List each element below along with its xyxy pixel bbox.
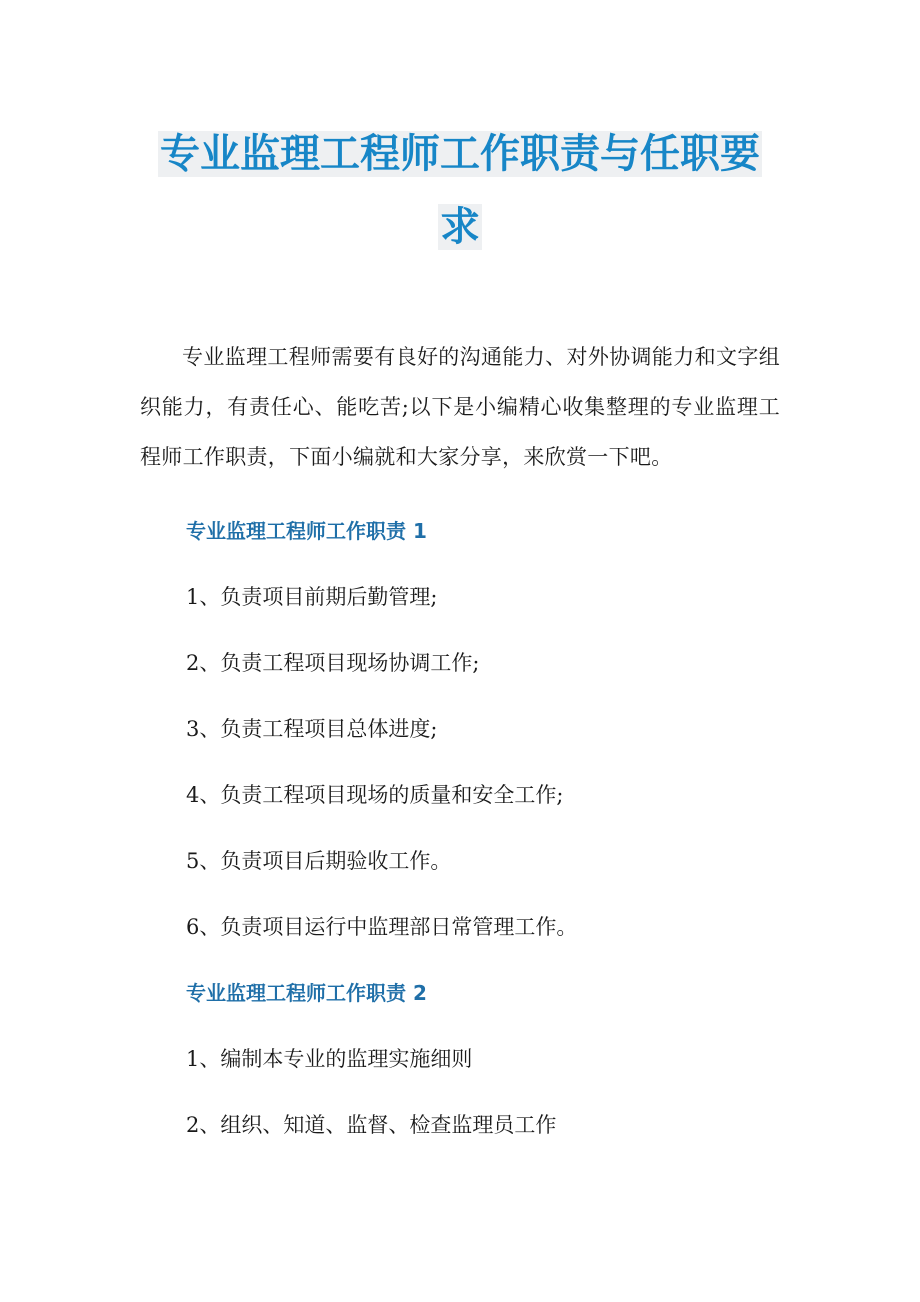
list-item: 1、编制本专业的监理实施细则 — [186, 1047, 473, 1071]
title-line-1: 专业监理工程师工作职责与任职要 — [160, 131, 760, 177]
list-item: 5、负责项目后期验收工作。 — [186, 849, 452, 873]
list-item: 6、负责项目运行中监理部日常管理工作。 — [186, 915, 578, 939]
intro-paragraph: 专业监理工程师需要有良好的沟通能力、对外协调能力和文字组织能力，有责任心、能吃苦;以下是小编精心收集整理的专业监理工程师工作职责，下面小编就和大家分享，来欣赏一下吧。 — [140, 345, 780, 469]
document-title — [140, 0, 780, 264]
list-item: 2、组织、知道、监督、检查监理员工作 — [186, 1113, 557, 1137]
section-heading-1: 专业监理工程师工作职责 1 — [186, 519, 427, 543]
title-line-2: 求 — [440, 204, 480, 250]
list-item: 2、负责工程项目现场协调工作; — [186, 651, 480, 675]
list-item: 1、负责项目前期后勤管理; — [186, 585, 438, 609]
section-heading-2: 专业监理工程师工作职责 2 — [186, 981, 427, 1005]
list-item: 3、负责工程项目总体进度; — [186, 717, 438, 741]
list-item: 4、负责工程项目现场的质量和安全工作; — [186, 783, 564, 807]
